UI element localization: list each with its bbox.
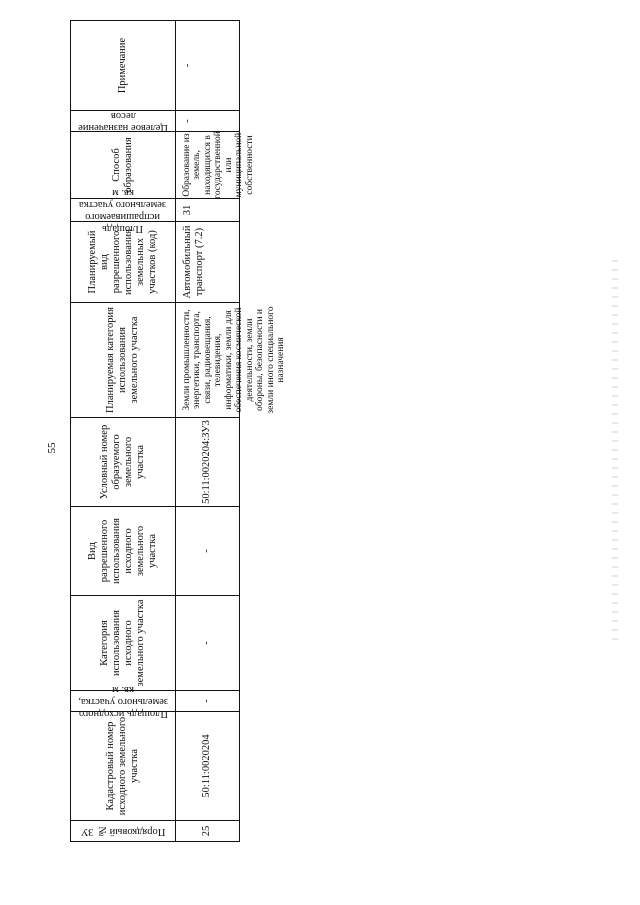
cell-planned-permitted-use: Автомобильный транспорт (7.2) xyxy=(175,221,240,303)
cell-source-area: - xyxy=(175,690,240,712)
cell-source-permitted-use: - xyxy=(175,506,240,596)
cell-planned-category: Земли промышленности, энергетики, транспорта, связи, радиовещания, телевидения, информатики, земли для обеспечения космической деятельности, земли обороны, безопасности и земли иного специального назначения xyxy=(175,302,240,418)
cell-formation-method: Образование из земель, находящихся в государственной или муниципальной собственности xyxy=(175,131,240,199)
cell-ordinal: 25 xyxy=(175,820,240,842)
cell-note: - xyxy=(175,20,240,111)
cell-requested-area: 31 xyxy=(175,198,240,222)
header-planned-category: Планируемая категория использования земельного участка xyxy=(70,302,176,418)
rotated-table xyxy=(70,20,286,842)
cell-cadastral-number: 50:11:0020204 xyxy=(175,711,240,821)
header-note: Примечание xyxy=(70,20,176,111)
table-frame xyxy=(70,20,286,842)
cell-conditional-number: 50:11:0020204:ЗУ3 xyxy=(175,417,240,507)
header-ordinal: Порядковый № ЗУ xyxy=(70,820,176,842)
header-source-permitted-use: Вид разрешенного использования исходного земельного участка xyxy=(70,506,176,596)
header-formation-method: Способ образования xyxy=(70,131,176,199)
page-number: 55 xyxy=(46,442,58,454)
header-conditional-number: Условный номер образуемого земельного участка xyxy=(70,417,176,507)
cell-source-category: - xyxy=(175,595,240,691)
header-forest-purpose: Целевое назначение лесов xyxy=(70,110,176,132)
header-planned-permitted-use: Планируемый вид разрешенного использования земельных участков (код) xyxy=(70,221,176,303)
scan-artifact xyxy=(612,260,618,640)
data-table xyxy=(70,20,286,842)
cell-forest-purpose: - xyxy=(175,110,240,132)
header-requested-area: Площадь испрашиваемого земельного участка кв. м xyxy=(70,198,176,222)
header-source-category: Категория использования исходного земельного участка xyxy=(70,595,176,691)
header-source-area: Площадь исходного земельного участка, кв. м xyxy=(70,690,176,712)
header-cadastral-number: Кадастровый номер исходного земельного участка xyxy=(70,711,176,821)
